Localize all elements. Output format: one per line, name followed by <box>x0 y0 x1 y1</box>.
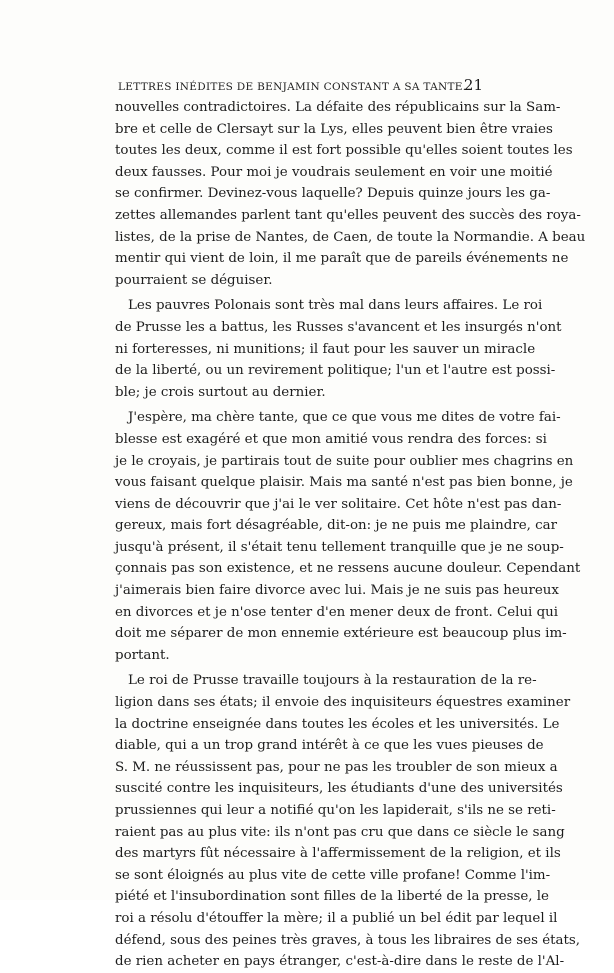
text-line: je le croyais, je partirais tout de suite pour oublier mes chagrins en <box>115 453 574 469</box>
text-line: viens de découvrir que j'ai le ver solitaire. Cet hôte n'est pas dan- <box>115 496 562 512</box>
text-line: en divorces et je n'ose tenter d'en mener deux de front. Celui qui <box>115 604 559 620</box>
paragraph-1 <box>115 97 586 291</box>
text-line: J'espère, ma chère tante, que ce que vous me dites de votre fai- <box>128 410 561 426</box>
paragraph-3 <box>115 407 581 666</box>
text-line: se confirmer. Devinez-vous laquelle? Depuis quinze jours les ga- <box>115 186 551 202</box>
running-title: LETTRES INÉDITES DE BENJAMIN CONSTANT A SA TANTE. <box>118 81 467 93</box>
text-line: toutes les deux, comme il est fort possible qu'elles soient toutes les <box>115 143 573 159</box>
text-line: la doctrine enseignée dans toutes les écoles et les universités. Le <box>115 716 560 732</box>
body-text <box>115 97 586 973</box>
text-line: ble; je crois surtout au dernier. <box>115 384 326 400</box>
text-line: défend, sous des peines très graves, à tous les libraires de ses états, <box>115 932 581 948</box>
text-line: de Prusse les a battus, les Russes s'avancent et les insurgés n'ont <box>115 319 562 335</box>
text-line: piété et l'insubordination sont filles de la liberté de la presse, le <box>115 889 549 905</box>
text-line: pourraient se déguiser. <box>115 272 273 288</box>
text-line: prussiennes qui leur a notifié qu'on les lapiderait, s'ils ne se reti- <box>115 803 556 818</box>
text-line: deux fausses. Pour moi je voudrais seulement en voir une moitié <box>115 164 553 180</box>
text-line: listes, de la prise de Nantes, de Caen, de toute la Normandie. A beau <box>115 229 586 245</box>
text-line: ni forteresses, ni munitions; il faut pour les sauver un miracle <box>115 341 536 357</box>
text-line: se sont éloignés au plus vite de cette ville profane! Comme l'im- <box>115 867 551 883</box>
text-line: roi a résolu d'étouffer la mère; il a publié un bel édit par lequel il <box>115 910 558 926</box>
text-line: bre et celle de Clersayt sur la Lys, elles peuvent bien être vraies <box>115 121 553 137</box>
text-line: vous faisant quelque plaisir. Mais ma santé n'est pas bien bonne, je <box>115 475 573 491</box>
text-line: nouvelles contradictoires. La défaite des républicains sur la Sam- <box>115 100 561 115</box>
text-line: mentir qui vient de loin, il me paraît que de pareils événements ne <box>115 251 569 267</box>
text-line: blesse est exagéré et que mon amitié vous rendra des forces: si <box>115 431 547 447</box>
paragraph-4 <box>115 670 581 972</box>
text-line: diable, qui a un trop grand intérêt à ce que les vues pieuses de <box>115 738 544 754</box>
text-line: çonnais pas son existence, et ne ressens aucune douleur. Cependant <box>115 561 581 577</box>
text-line: raient pas au plus vite: ils n'ont pas cru que dans ce siècle le sang <box>115 824 565 840</box>
text-line: de la liberté, ou un revirement politique; l'un et l'autre est possi- <box>115 363 556 379</box>
text-line: des martyrs fût nécessaire à l'affermissement de la religion, et ils <box>115 846 561 862</box>
text-line: Les pauvres Polonais sont très mal dans leurs affaires. Le roi <box>128 298 543 314</box>
text-line: doit me séparer de mon ennemie extérieure est beaucoup plus im- <box>115 626 567 642</box>
text-line: gereux, mais fort désagréable, dit-on: je ne puis me plaindre, car <box>115 518 558 534</box>
text-line: j'aimerais bien faire divorce avec lui. Mais je ne suis pas heureux <box>115 583 559 599</box>
text-line: de rien acheter en pays étranger, c'est-à-dire dans le reste de l'Al- <box>115 954 565 970</box>
text-line: ligion dans ses états; il envoie des inquisiteurs équestres examiner <box>115 695 571 711</box>
text-line: Le roi de Prusse travaille toujours à la restauration de la re- <box>128 673 537 689</box>
text-line: suscité contre les inquisiteurs, les étudiants d'une des universités <box>115 781 563 797</box>
paragraph-2 <box>115 295 562 403</box>
page-number: 21 <box>463 76 483 94</box>
text-line: portant. <box>115 647 170 663</box>
text-line: zettes allemandes parlent tant qu'elles peuvent des succès des roya- <box>115 207 581 223</box>
text-line: jusqu'à présent, il s'était tenu tellement tranquille que je ne soup- <box>115 539 564 555</box>
text-line: S. M. ne réussissent pas, pour ne pas les troubler de son mieux a <box>115 759 558 775</box>
